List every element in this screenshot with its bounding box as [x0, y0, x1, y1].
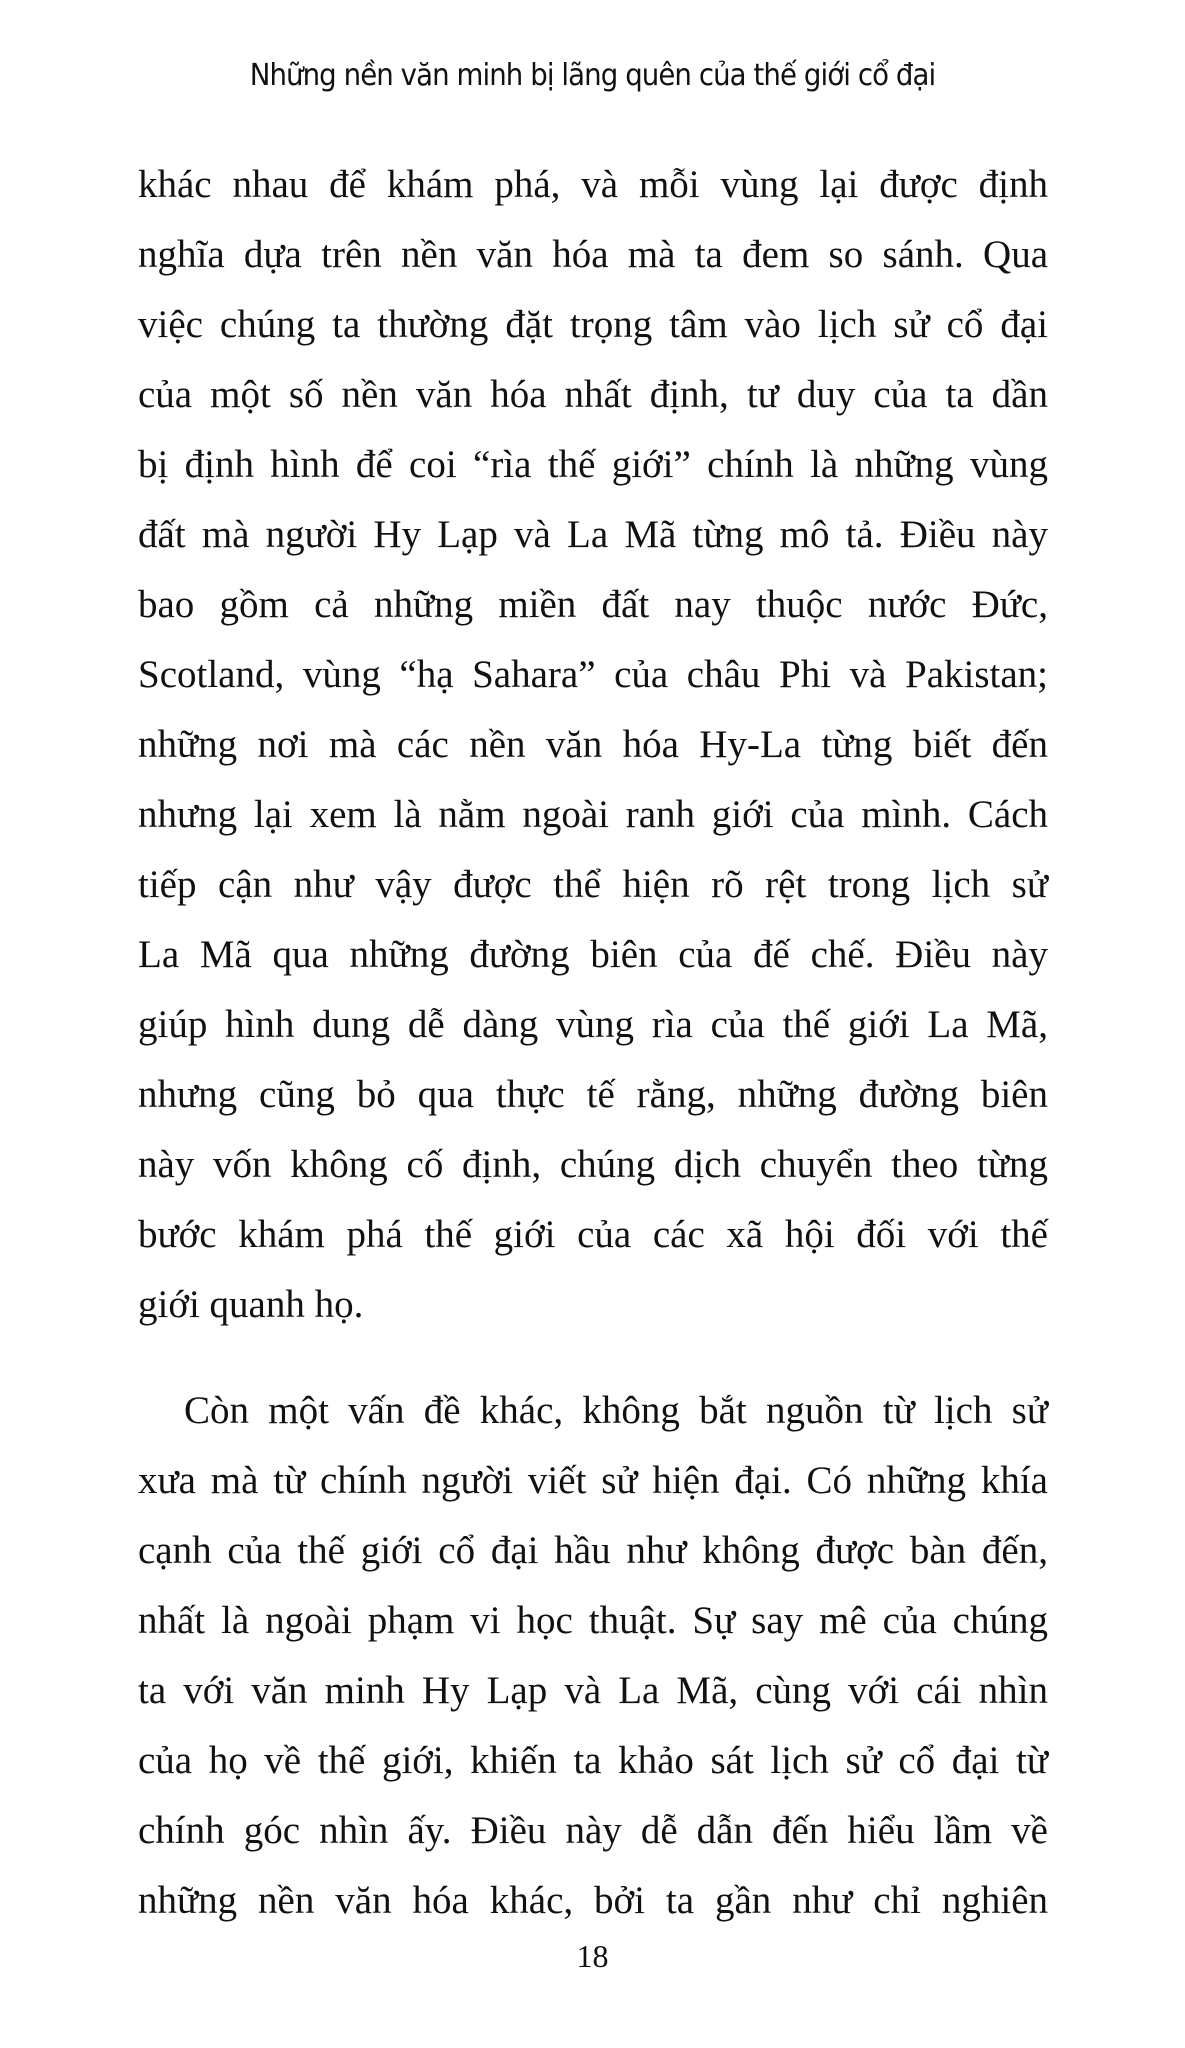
- text-line: xưa mà từ chính người viết sử hiện đại. Có những khía: [138, 1459, 1048, 1502]
- text-line: ta với văn minh Hy Lạp và La Mã, cùng với cái nhìn: [138, 1669, 1048, 1712]
- running-header: Những nền văn minh bị lãng quên của thế giới cổ đại: [249, 58, 936, 93]
- text-line: bị định hình để coi “rìa thế giới” chính là những vùng: [138, 443, 1048, 486]
- text-line: nhưng lại xem là nằm ngoài ranh giới của mình. Cách: [138, 793, 1048, 836]
- text-line: cạnh của thế giới cổ đại hầu như không được bàn đến,: [138, 1529, 1048, 1572]
- text-line: đất mà người Hy Lạp và La Mã từng mô tả. Điều này: [138, 513, 1048, 556]
- text-line: Scotland, vùng “hạ Sahara” của châu Phi và Pakistan;: [138, 653, 1048, 696]
- paragraph-1: [138, 150, 1048, 1340]
- text-line: La Mã qua những đường biên của đế chế. Điều này: [138, 933, 1048, 976]
- text-line: này vốn không cố định, chúng dịch chuyển theo từng: [138, 1143, 1048, 1186]
- text-line: Còn một vấn đề khác, không bắt nguồn từ lịch sử: [184, 1389, 1048, 1432]
- text-line: tiếp cận như vậy được thể hiện rõ rệt trong lịch sử: [138, 863, 1048, 906]
- text-line: giúp hình dung dễ dàng vùng rìa của thế giới La Mã,: [138, 1003, 1048, 1046]
- paragraph-2: [138, 1376, 1048, 1936]
- text-line: khác nhau để khám phá, và mỗi vùng lại được định: [138, 163, 1048, 206]
- text-line: bao gồm cả những miền đất nay thuộc nước Đức,: [138, 583, 1048, 626]
- body-text: [138, 150, 1048, 1936]
- page-number: 18: [576, 1938, 609, 1974]
- text-line: những nơi mà các nền văn hóa Hy-La từng biết đến: [138, 723, 1048, 766]
- text-line: của họ về thế giới, khiến ta khảo sát lịch sử cổ đại từ: [138, 1739, 1048, 1782]
- text-line: nhưng cũng bỏ qua thực tế rằng, những đường biên: [138, 1073, 1048, 1116]
- text-line: của một số nền văn hóa nhất định, tư duy của ta dần: [138, 373, 1048, 416]
- paragraph-spacer: [138, 1340, 1048, 1376]
- text-line: bước khám phá thế giới của các xã hội đối với thế: [138, 1213, 1048, 1256]
- text-line: việc chúng ta thường đặt trọng tâm vào lịch sử cổ đại: [138, 303, 1048, 346]
- text-line: những nền văn hóa khác, bởi ta gần như chỉ nghiên: [138, 1879, 1048, 1922]
- text-line: chính góc nhìn ấy. Điều này dễ dẫn đến hiểu lầm về: [138, 1809, 1048, 1852]
- text-line: giới quanh họ.: [138, 1283, 364, 1326]
- text-line: nghĩa dựa trên nền văn hóa mà ta đem so sánh. Qua: [138, 233, 1048, 276]
- text-line: nhất là ngoài phạm vi học thuật. Sự say mê của chúng: [138, 1599, 1048, 1642]
